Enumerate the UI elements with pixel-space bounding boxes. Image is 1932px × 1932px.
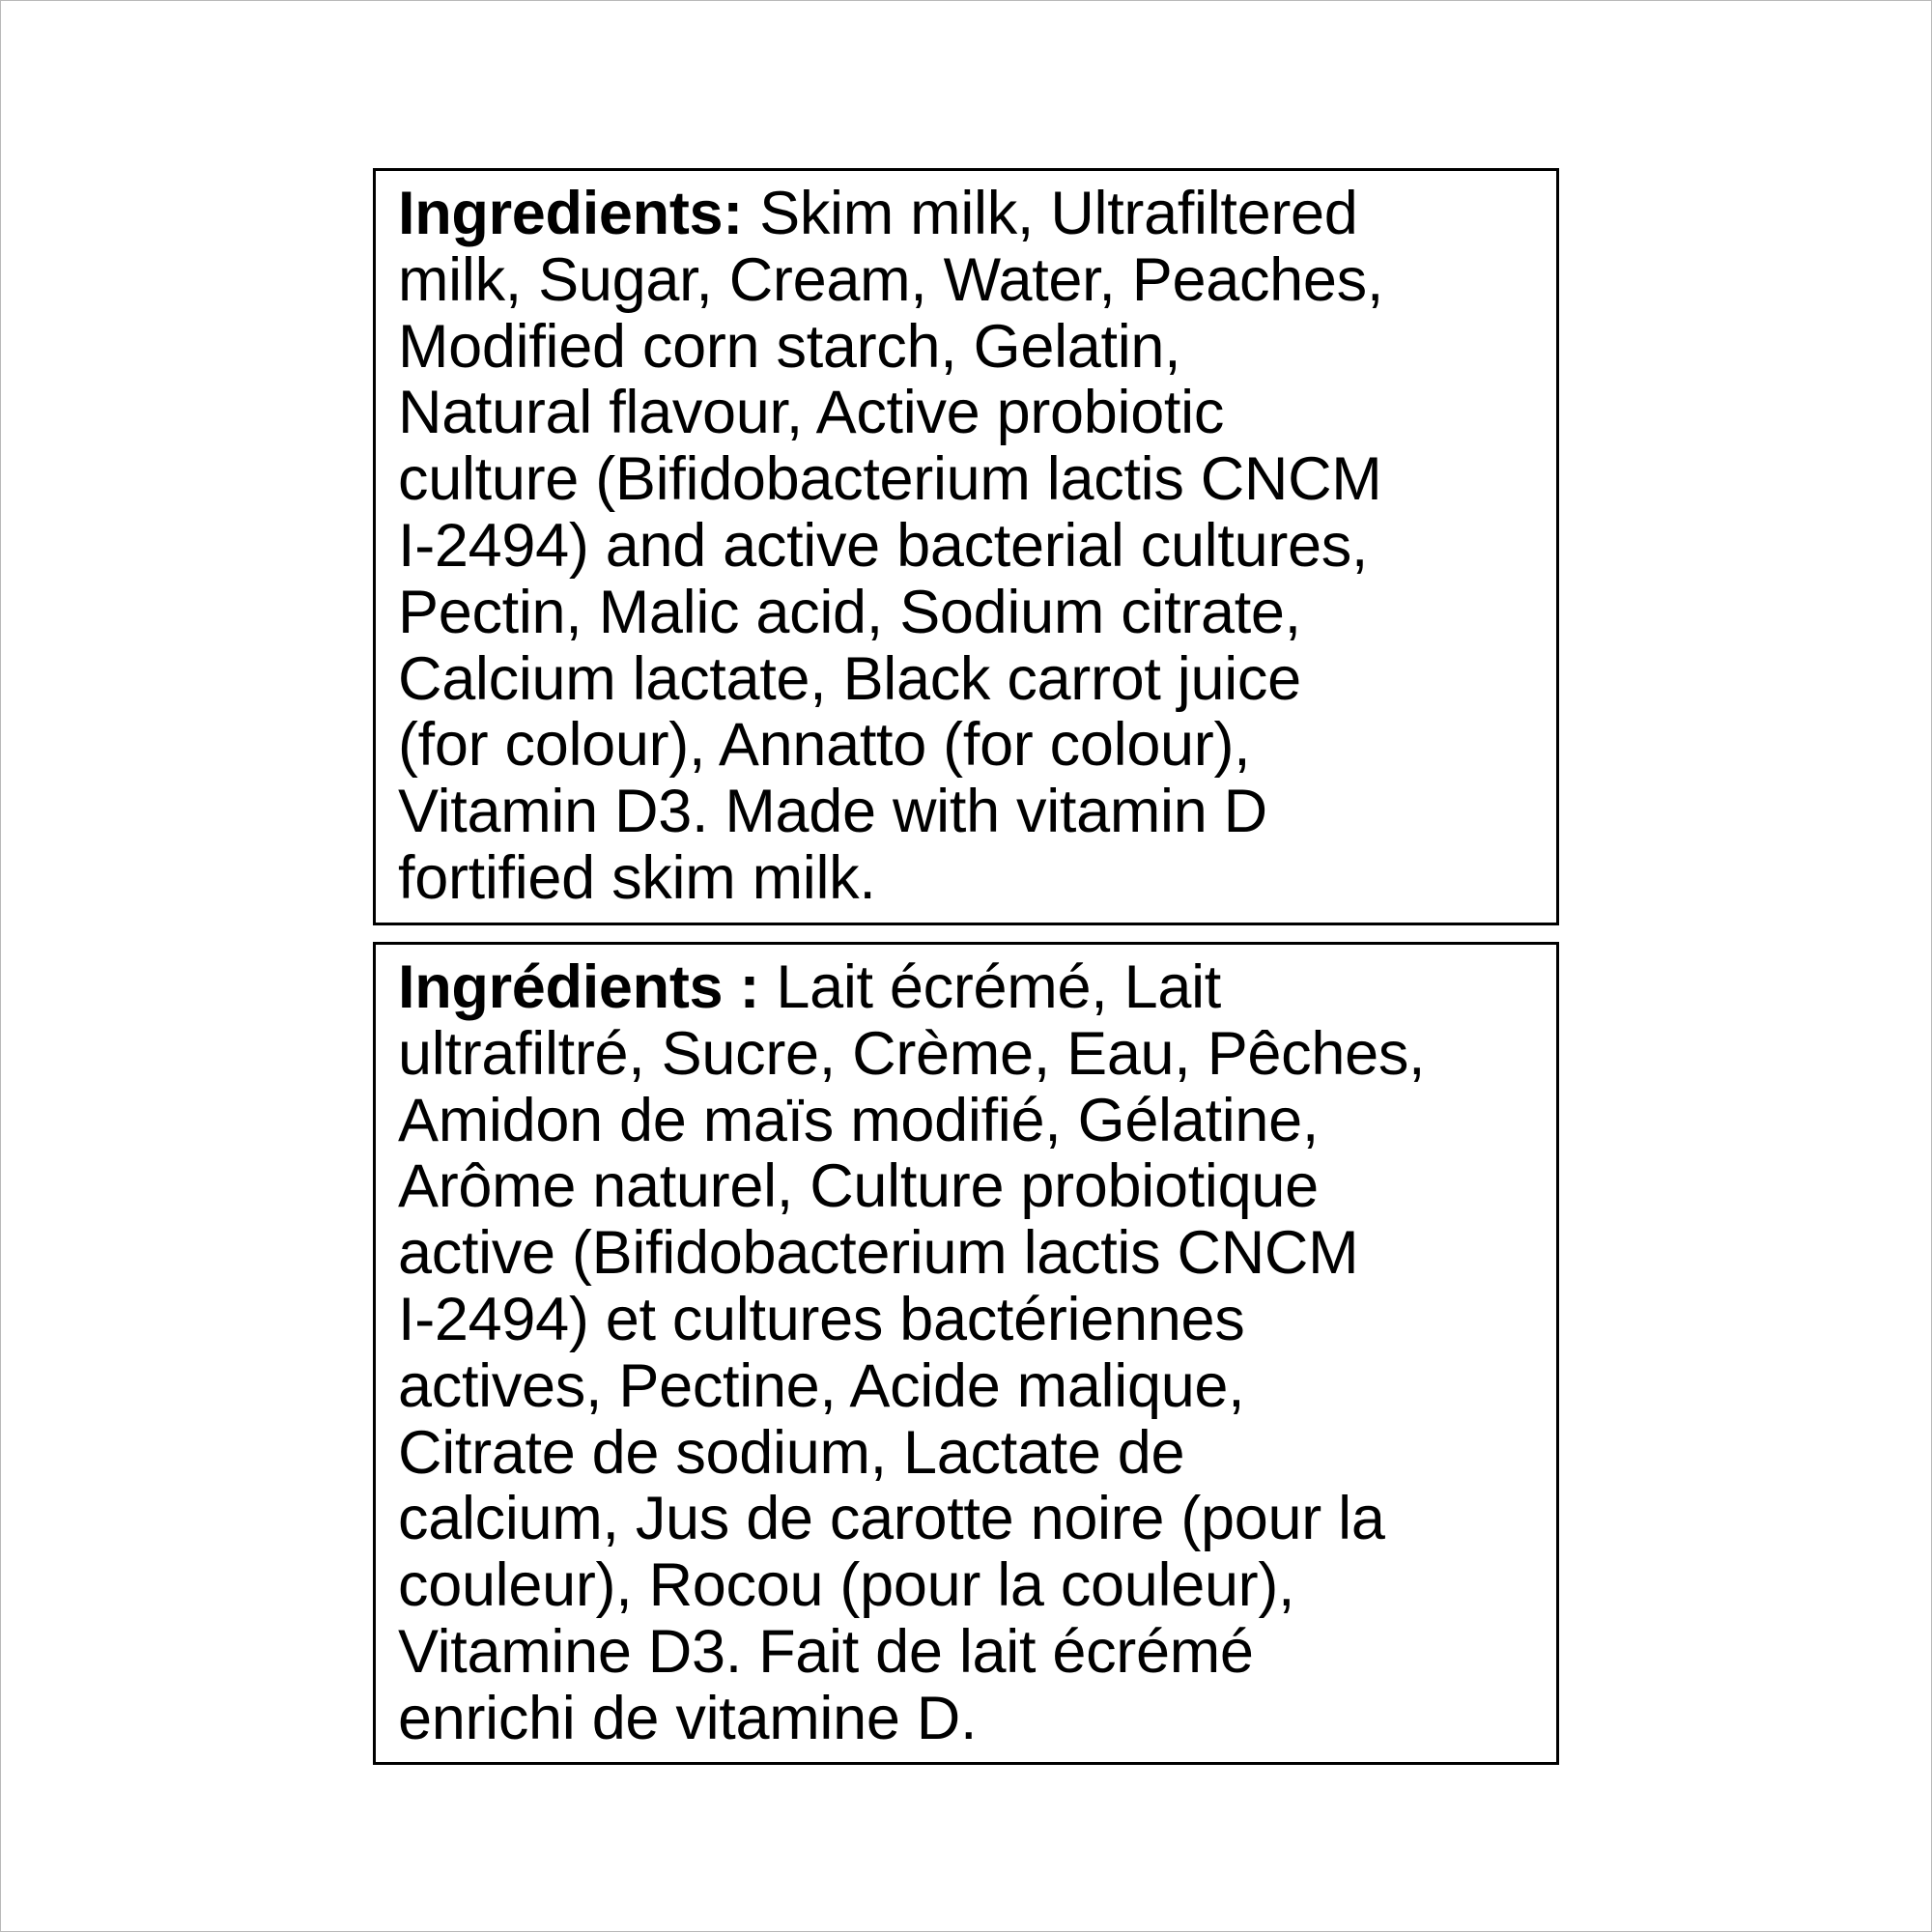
ingredients-line: calcium, Jus de carotte noire (pour la [398, 1485, 1385, 1553]
ingredients-label-french: Ingrédients : [398, 953, 760, 1021]
ingredients-text: Lait écrémé, Lait [759, 953, 1221, 1021]
ingredients-line [398, 954, 1537, 1021]
ingredients-line: enrichi de vitamine D. [398, 1684, 978, 1752]
ingredients-line: Amidon de maïs modifié, Gélatine, [398, 1086, 1320, 1154]
ingredients-label-english: Ingredients: [398, 180, 743, 247]
ingredients-line: active (Bifidobacterium lactis CNCM [398, 1219, 1359, 1288]
ingredients-line: I-2494) and active bacterial cultures, [398, 511, 1369, 580]
ingredients-line: Pectin, Malic acid, Sodium citrate, [398, 578, 1301, 646]
ingredients-text: Skim milk, Ultrafiltered [742, 180, 1358, 247]
ingredients-line: actives, Pectine, Acide malique, [398, 1351, 1245, 1420]
ingredients-line: Natural flavour, Active probiotic [398, 379, 1225, 447]
ingredients-line: (for colour), Annatto (for colour), [398, 711, 1251, 780]
ingredients-line: I-2494) et cultures bactériennes [398, 1285, 1245, 1353]
ingredients-panel-french [373, 942, 1559, 1765]
ingredients-line: Arôme naturel, Culture probiotique [398, 1152, 1319, 1221]
ingredients-line: milk, Sugar, Cream, Water, Peaches, [398, 245, 1384, 314]
ingredients-line: culture (Bifidobacterium lactis CNCM [398, 445, 1382, 514]
ingredients-line: Modified corn starch, Gelatin, [398, 312, 1181, 381]
ingredients-line: couleur), Rocou (pour la couleur), [398, 1551, 1295, 1620]
ingredients-line [398, 181, 1537, 247]
ingredients-panel-english [373, 168, 1559, 925]
ingredients-line: Vitamine D3. Fait de lait écrémé [398, 1617, 1254, 1686]
ingredients-line: ultrafiltré, Sucre, Crème, Eau, Pêches, [398, 1019, 1426, 1088]
ingredients-line: Calcium lactate, Black carrot juice [398, 644, 1301, 713]
ingredients-line: fortified skim milk. [398, 843, 876, 912]
ingredients-line: Citrate de sodium, Lactate de [398, 1418, 1185, 1487]
ingredients-line: Vitamin D3. Made with vitamin D [398, 778, 1267, 846]
